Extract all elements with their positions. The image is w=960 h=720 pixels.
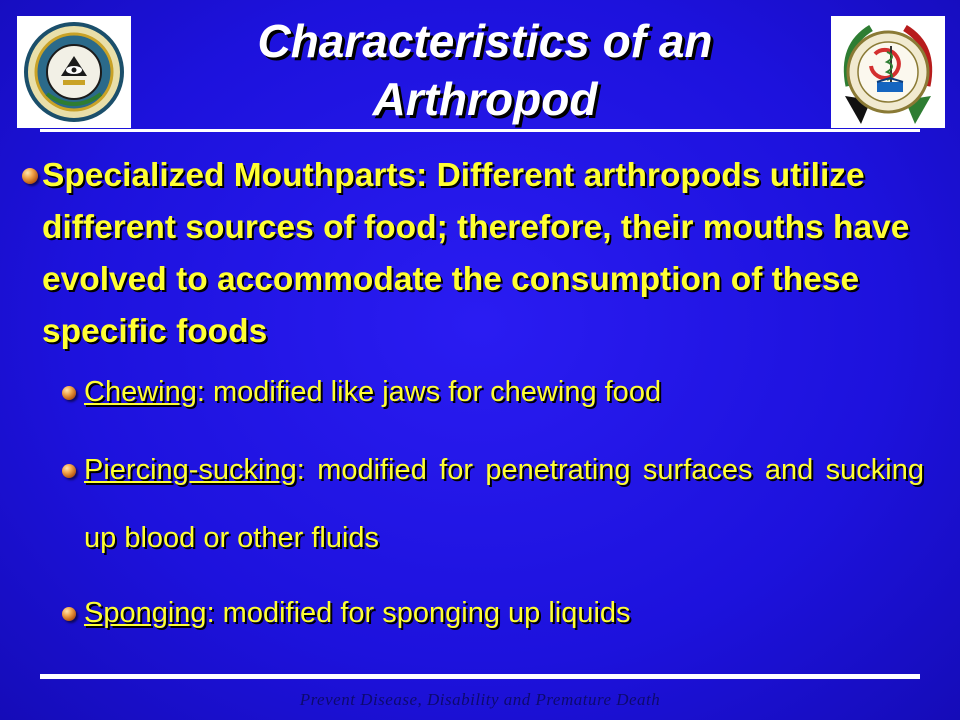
footer-divider bbox=[40, 674, 920, 679]
main-point: Specialized Mouthparts: Different arthropods utilize different sources of food; therefore, their mouths have evolved to accommodate the consumption of these specific foods bbox=[42, 157, 910, 350]
slide-title-line-2: Arthropod bbox=[372, 73, 598, 125]
health-seal-icon bbox=[831, 16, 945, 128]
sub-point-text: : modified for sponging up liquids bbox=[206, 597, 631, 629]
sub-point-term: Chewing bbox=[84, 376, 197, 408]
ministry-seal-icon bbox=[17, 16, 131, 128]
slide-title-line-1: Characteristics of an bbox=[257, 15, 713, 67]
sub-bullet-icon bbox=[62, 386, 76, 400]
sub-point-text: : modified for penetrating surfaces and sucking up blood or other fluids bbox=[84, 454, 924, 554]
health-logo bbox=[831, 16, 945, 128]
bullet-icon bbox=[22, 168, 38, 184]
footer-tagline: Prevent Disease, Disability and Premature Death bbox=[299, 690, 661, 709]
sub-point-sponging bbox=[84, 579, 924, 647]
sub-point-text: : modified like jaws for chewing food bbox=[196, 376, 662, 408]
sub-bullet-icon bbox=[62, 607, 76, 621]
sub-point-piercing-sucking bbox=[84, 436, 924, 572]
sub-point-term: Piercing-sucking bbox=[84, 454, 297, 486]
sub-point-term: Sponging bbox=[84, 597, 207, 629]
sub-bullet-icon bbox=[62, 464, 76, 478]
sub-point-chewing bbox=[84, 358, 924, 426]
slide-title bbox=[150, 12, 820, 128]
title-divider bbox=[40, 129, 920, 132]
ministry-logo bbox=[17, 16, 131, 128]
